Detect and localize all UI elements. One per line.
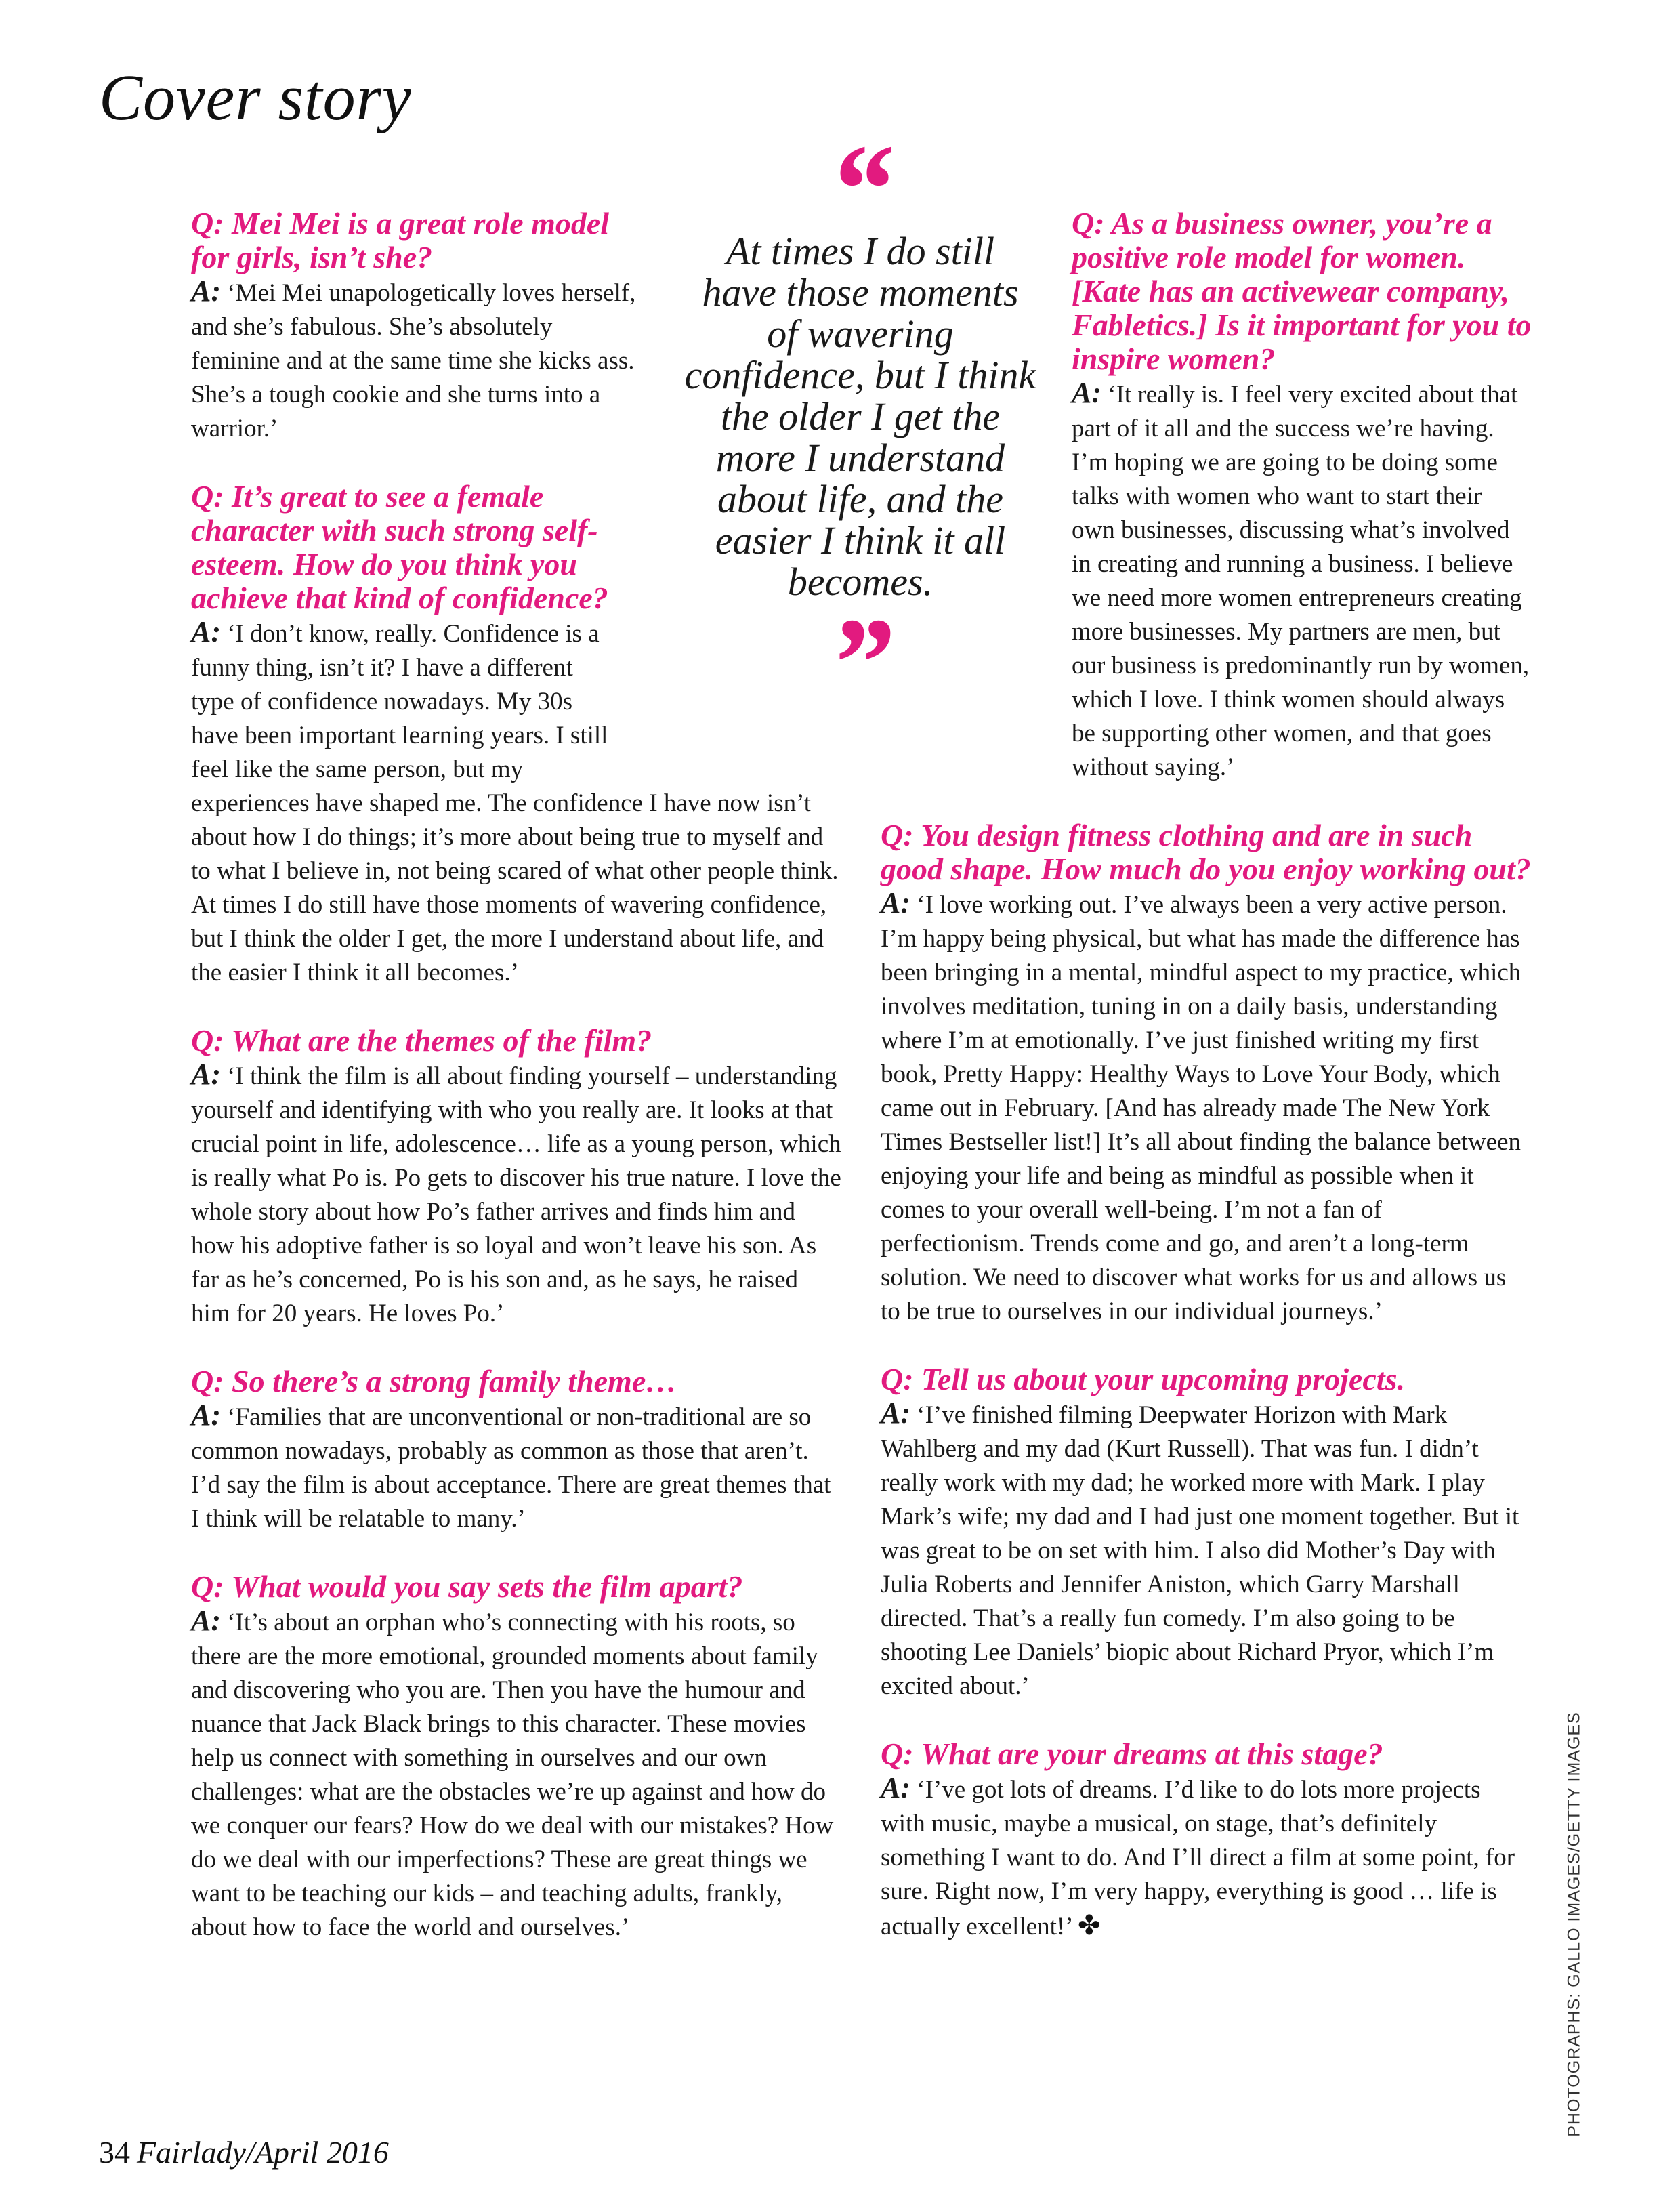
answer-body: ‘I think the film is all about finding yourself – understanding yourself and identifying with who you really are. It looks at that crucial point in life, adolescence… life as a young person, which is really what Po is. Po gets to discover his true nature. I love the whole story about how Po’s father arrives and finds him and how his adoptive father is so loyal and won’t leave his son. As far as he’s concerned, Po is his son and, as he says, he raised him for 20 years. He loves Po.’ bbox=[191, 1062, 841, 1327]
quote-close-mark: ” bbox=[828, 592, 893, 734]
pull-quote-text: At times I do still have those moments of wavering confidence, but I think the older I get the more I understand about life, and the easier I think it all becomes. bbox=[684, 229, 1036, 604]
qa-block bbox=[191, 207, 642, 446]
question-heading: Q: Mei Mei is a great role model for girls, isn’t she? bbox=[191, 206, 610, 274]
qa-block bbox=[881, 818, 1531, 1329]
answer-label: A: bbox=[881, 886, 910, 919]
answer-label: A: bbox=[191, 1604, 221, 1637]
qa-block bbox=[881, 1737, 1531, 1944]
answer-label: A: bbox=[1072, 376, 1101, 409]
answer-body: ‘I don’t know, really. Confidence is a funny thing, isn’t it? I have a different type of confidence nowadays. My 30s have been important learning years. I still feel like the same person, but my experiences have shaped me. The confidence I have now isn’t about how I do things; it’s more about being true to myself and to what I believe in, not being scared of what other people think. At times I do still have those moments of wavering confidence, but I think the older I get, the more I understand about life, and the easier I think it all becomes.’ bbox=[191, 620, 839, 987]
answer-label: A: bbox=[881, 1396, 910, 1430]
answer-text bbox=[881, 1396, 1531, 1703]
answer-text bbox=[191, 1604, 841, 1945]
answer-label: A: bbox=[881, 1771, 910, 1804]
left-column bbox=[191, 207, 841, 1978]
answer-body: ‘It’s about an orphan who’s connecting with his roots, so there are the more emotional, grounded moments about family and discovering who you are. Then you have the humour and nuance that Jack Black brings to this character. These movies help us connect with something in ourselves and our own challenges: what are the obstacles we’re up against and how do we conquer our fears? How do we deal with our mistakes? How do we deal with our imperfections? These are great things we want to be teaching our kids – and teaching adults, frankly, about how to face the world and ourselves.’ bbox=[191, 1609, 834, 1941]
answer-text bbox=[191, 615, 841, 990]
right-column bbox=[881, 207, 1531, 1978]
quote-open-mark: “ bbox=[828, 119, 893, 261]
qa-block bbox=[881, 207, 1531, 785]
answer-body: ‘It really is. I feel very excited about that part of it all and the success we’re having. I’m hoping we are going to be doing some talks with women who want to start their own businesses, discussing what’s involved in creating and running a business. I believe we need more women entrepreneurs creating more businesses. My partners are men, but our business is predominantly run by women, which I love. I think women should always be supporting other women, and that goes without saying.’ bbox=[1072, 381, 1530, 781]
photo-credit bbox=[1559, 1687, 1589, 2161]
question-heading: Q: So there’s a strong family theme… bbox=[191, 1364, 677, 1398]
question-heading: Q: Tell us about your upcoming projects. bbox=[881, 1362, 1405, 1396]
answer-text bbox=[881, 376, 1531, 785]
answer-text bbox=[881, 1771, 1531, 1944]
magazine-issue: Fairlady/April 2016 bbox=[137, 2135, 389, 2170]
answer-label: A: bbox=[191, 1058, 221, 1091]
qa-block bbox=[191, 1024, 841, 1331]
answer-body: ‘Families that are unconventional or non-traditional are so common nowadays, probably as common as those that aren’t. I’d say the film is about acceptance. There are great themes that I think will be relatable to many.’ bbox=[191, 1403, 831, 1533]
photo-credit-text: PHOTOGRAPHS: GALLO IMAGES/GETTY IMAGES bbox=[1564, 1711, 1584, 2137]
qa-block bbox=[191, 1570, 841, 1945]
answer-text bbox=[191, 1398, 841, 1536]
question-heading: Q: What are the themes of the film? bbox=[191, 1023, 652, 1058]
qa-block bbox=[881, 1363, 1531, 1703]
page-number: 34 bbox=[99, 2135, 130, 2170]
question-heading: Q: What would you say sets the film apart? bbox=[191, 1569, 743, 1604]
answer-label: A: bbox=[191, 615, 221, 648]
answer-body: ‘I love working out. I’ve always been a very active person. I’m happy being physical, but what has made the difference has been bringing in a mental, mindful aspect to my practice, which involves meditation, tuning in on a daily basis, understanding where I’m at emotionally. I’ve just finished writing my first book, Pretty Happy: Healthy Ways to Love Your Body, which came out in February. [And has already made The New York Times Bestseller list!] It’s all about finding the balance between enjoying your life and being as mindful as possible when it comes to your overall well-being. I’m not a fan of perfectionism. Trends come and go, and aren’t a long-term solution. We need to discover what works for us and allows us to be true to ourselves in our individual journeys.’ bbox=[881, 891, 1521, 1325]
section-title: Cover story bbox=[99, 61, 412, 133]
answer-label: A: bbox=[191, 1398, 221, 1432]
answer-text bbox=[191, 1058, 841, 1331]
question-heading: Q: As a business owner, you’re a positive role model for women. [Kate has an activewear company, Fabletics.] Is it important for you to inspire women? bbox=[1072, 206, 1532, 376]
qa-block bbox=[191, 480, 841, 990]
answer-body: ‘I’ve got lots of dreams. I’d like to do lots more projects with music, maybe a musical, on stage, that’s definitely something I want to do. And I’ll direct a film at some point, for sure. Right now, I’m very happy, everything is good … life is actually excellent!’ bbox=[881, 1776, 1515, 1940]
answer-text bbox=[191, 274, 642, 446]
folio bbox=[99, 2134, 389, 2170]
answer-text bbox=[881, 886, 1531, 1329]
answer-label: A: bbox=[191, 274, 221, 308]
question-heading: Q: It’s great to see a female character with such strong self-esteem. How do you think you achieve that kind of confidence? bbox=[191, 479, 608, 615]
end-mark-icon: ✤ bbox=[1078, 1910, 1101, 1940]
question-heading: Q: You design fitness clothing and are in such good shape. How much do you enjoy working out? bbox=[881, 818, 1531, 886]
question-heading: Q: What are your dreams at this stage? bbox=[881, 1737, 1383, 1771]
answer-body: ‘Mei Mei unapologetically loves herself, and she’s fabulous. She’s absolutely feminine and at the same time she kicks ass. She’s a tough cookie and she turns into a warrior.’ bbox=[191, 279, 636, 442]
qa-block bbox=[191, 1365, 841, 1536]
answer-body: ‘I’ve finished filming Deepwater Horizon with Mark Wahlberg and my dad (Kurt Russell). That was fun. I didn’t really work with my dad; he worked more with Mark. I play Mark’s wife; my dad and I had just one moment together. But it was great to be on set with him. I also did Mother’s Day with Julia Roberts and Jennifer Aniston, which Garry Marshall directed. That’s a really fun comedy. I’m also going to be shooting Lee Daniels’ biopic about Richard Pryor, which I’m excited about.’ bbox=[881, 1401, 1519, 1700]
